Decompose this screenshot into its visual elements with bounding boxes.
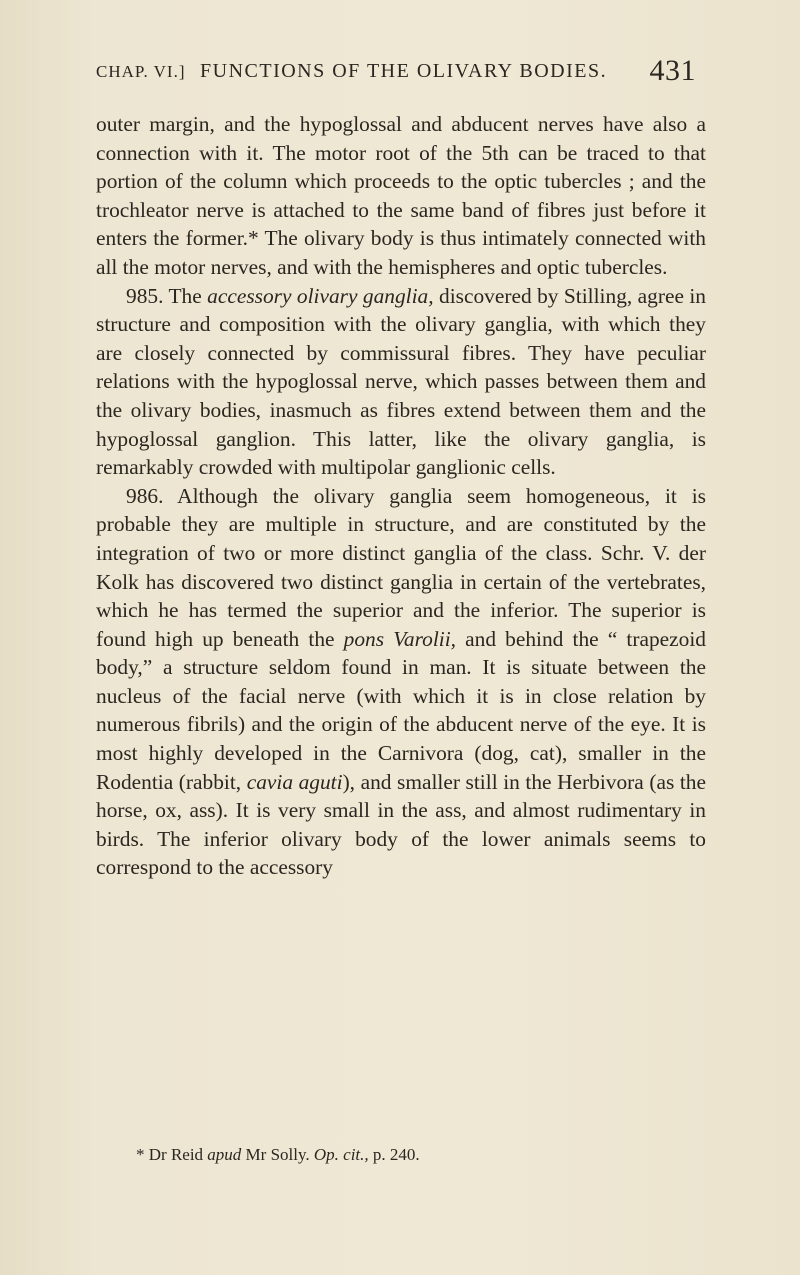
- page-number: 431: [649, 54, 696, 87]
- running-header: [96, 56, 696, 96]
- p985-italic-term: accessory olivary ganglia,: [207, 283, 434, 308]
- footnote: [136, 1144, 696, 1166]
- paragraph-985: [96, 282, 706, 482]
- running-title: FUNCTIONS OF THE OLIVARY BODIES.: [200, 60, 608, 82]
- footnote-italic-apud: apud: [207, 1145, 242, 1164]
- paragraph-986: [96, 482, 706, 882]
- p985-lead: 985. The: [126, 283, 208, 308]
- footnote-mid: Mr Solly.: [241, 1145, 314, 1164]
- footnote-pre: * Dr Reid: [136, 1145, 208, 1164]
- p986-part-b: and behind the “ trapezoid body,” a structure seldom found in man. It is situate between the nucleus of the facial nerve (with which it is in close relation by numerous fibrils) and the origin of the abducent nerve of the eye. It is most highly developed in the Carnivora (dog, cat), smaller in the Rodentia (rabbit,: [96, 626, 706, 794]
- footnote-italic-opcit: Op. cit.,: [313, 1145, 369, 1164]
- footnote-post: p. 240.: [368, 1145, 420, 1164]
- p986-part-c: ), and smaller still in the Herbivora (as the horse, ox, ass). It is very small in the ass, and almost rudimentary in birds. The inferior olivary body of the lower animals seems to correspond to the accessory: [96, 769, 706, 880]
- p986-part-a: 986. Although the olivary ganglia seem homogeneous, it is probable they are multiple in structure, and are constituted by the integration of two or more distinct ganglia of the class. Schr. V. der Kolk has discovered two distinct ganglia in certain of the vertebrates, which he has termed the superior and the inferior. The superior is found high up beneath the: [96, 483, 706, 651]
- body-text: [96, 110, 706, 882]
- p986-italic-pons: pons Varolii,: [343, 626, 456, 651]
- paragraph-continuation: outer margin, and the hypoglossal and abducent nerves have also a connection with it. The motor root of the 5th can be traced to that portion of the column which proceeds to the optic tubercles ; and the trochleator nerve is attached to the same band of fibres just before it enters the former.* The olivary body is thus intimately connected with all the motor nerves, and with the hemispheres and optic tubercles.: [96, 112, 706, 279]
- p986-italic-cavia: cavia aguti: [246, 769, 343, 794]
- chapter-label: CHAP. VI.]: [96, 62, 186, 81]
- p985-body: discovered by Stilling, agree in structure and composition with the olivary ganglia, with which they are closely connected by commissural fibres. They have peculiar relations with the hypoglossal nerve, which passes between them and the olivary bodies, inasmuch as fibres extend between them and the hypoglossal ganglion. This latter, like the olivary ganglia, is remarkably crowded with multipolar ganglionic cells.: [96, 283, 707, 480]
